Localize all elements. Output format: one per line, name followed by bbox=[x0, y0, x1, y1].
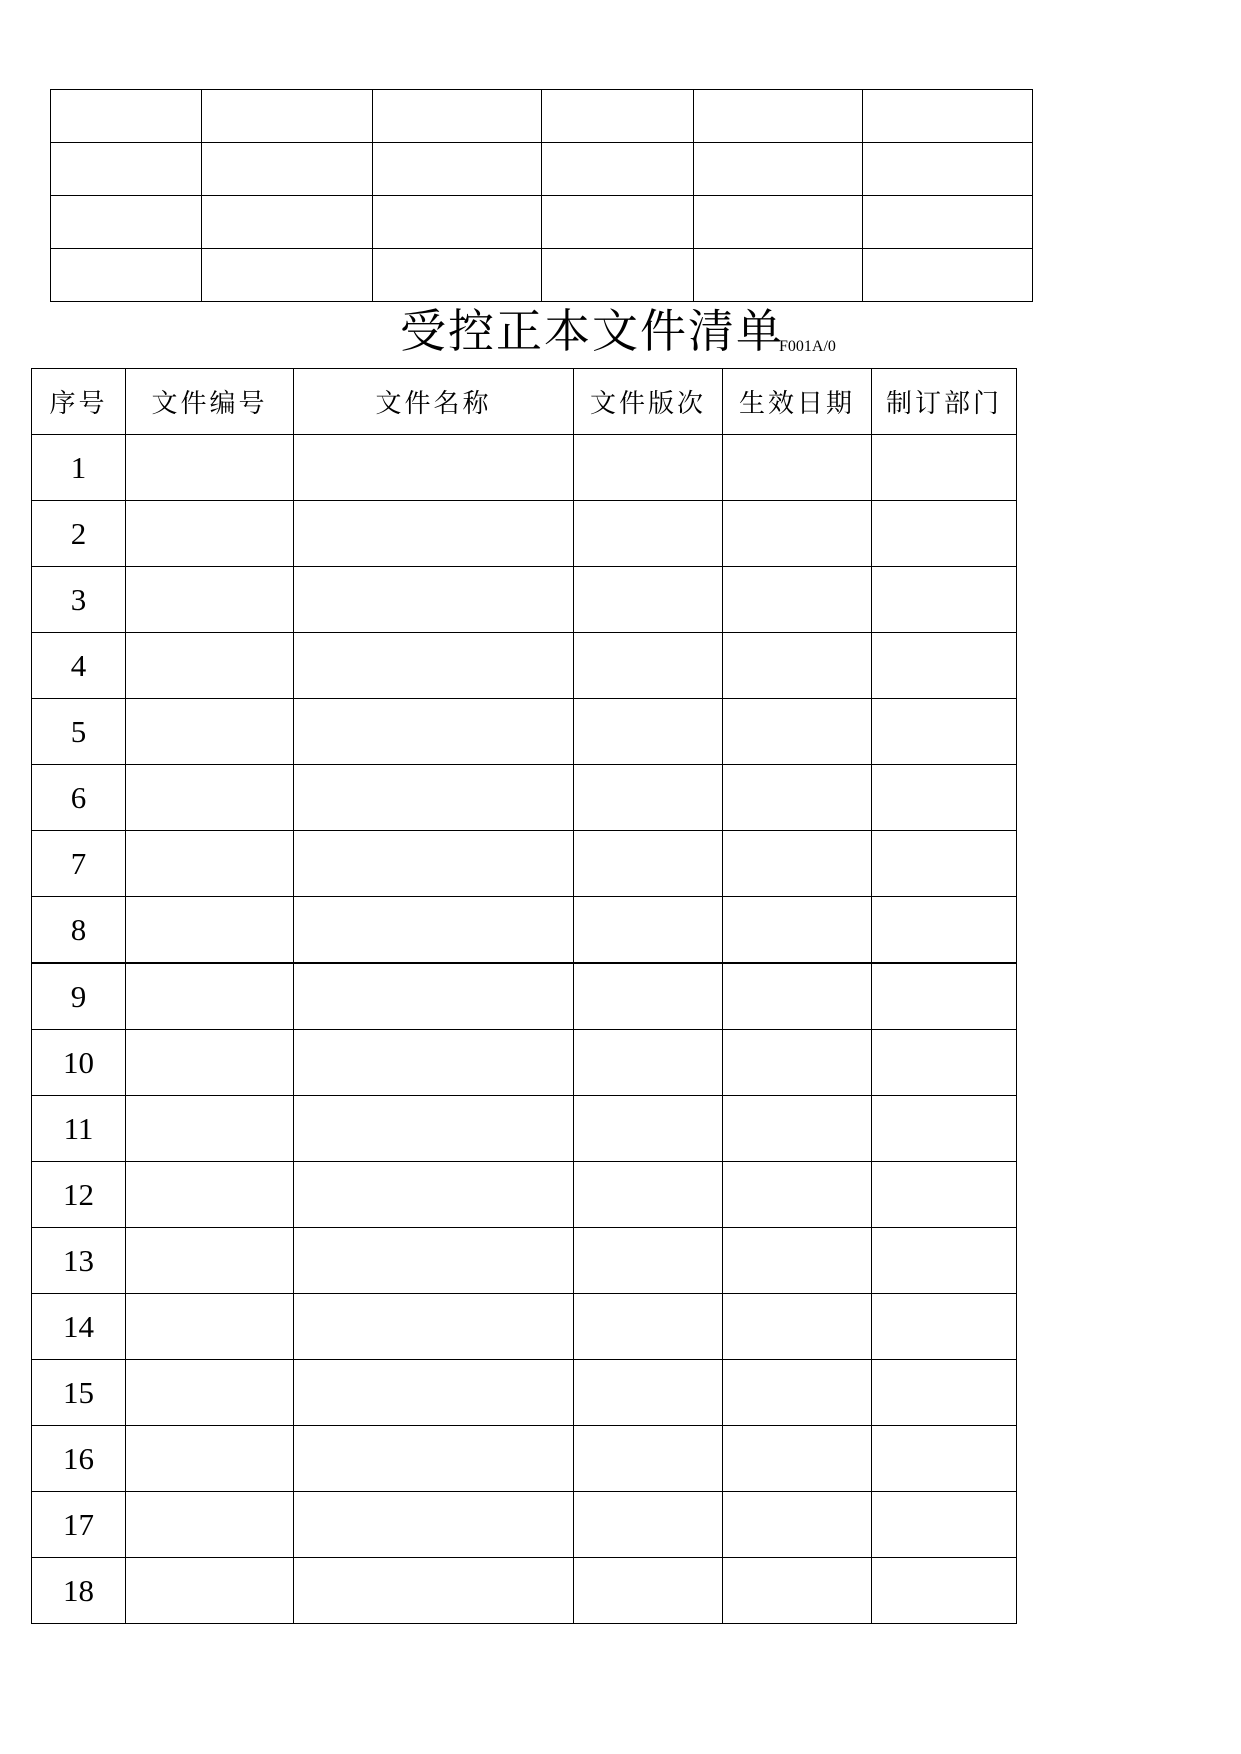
top-blank-table bbox=[50, 89, 1033, 302]
blank-cell bbox=[693, 249, 863, 302]
blank-cell bbox=[872, 1294, 1017, 1360]
blank-cell bbox=[294, 963, 574, 1030]
blank-cell bbox=[574, 435, 723, 501]
table-row bbox=[32, 1558, 1017, 1624]
blank-cell bbox=[574, 501, 723, 567]
blank-cell bbox=[723, 435, 872, 501]
blank-cell bbox=[294, 765, 574, 831]
blank-cell bbox=[542, 249, 693, 302]
table-row bbox=[32, 435, 1017, 501]
blank-cell bbox=[126, 831, 294, 897]
table-row bbox=[51, 143, 1033, 196]
row-number: 17 bbox=[32, 1492, 126, 1558]
row-number: 2 bbox=[32, 501, 126, 567]
blank-cell bbox=[294, 831, 574, 897]
blank-cell bbox=[126, 897, 294, 964]
blank-cell bbox=[294, 1162, 574, 1228]
blank-cell bbox=[574, 963, 723, 1030]
blank-cell bbox=[723, 765, 872, 831]
blank-cell bbox=[723, 501, 872, 567]
header-document-no: 文件编号 bbox=[126, 369, 294, 435]
blank-cell bbox=[723, 1360, 872, 1426]
blank-cell bbox=[126, 501, 294, 567]
blank-cell bbox=[202, 143, 373, 196]
blank-cell bbox=[51, 196, 202, 249]
blank-cell bbox=[872, 501, 1017, 567]
blank-cell bbox=[294, 1426, 574, 1492]
row-number: 14 bbox=[32, 1294, 126, 1360]
table-row bbox=[32, 501, 1017, 567]
blank-cell bbox=[723, 1294, 872, 1360]
blank-cell bbox=[723, 963, 872, 1030]
row-number: 6 bbox=[32, 765, 126, 831]
document-list-table bbox=[31, 368, 1017, 1624]
blank-cell bbox=[126, 633, 294, 699]
table-row bbox=[32, 699, 1017, 765]
blank-cell bbox=[126, 699, 294, 765]
blank-cell bbox=[723, 1228, 872, 1294]
row-number: 16 bbox=[32, 1426, 126, 1492]
row-number: 3 bbox=[32, 567, 126, 633]
table-row bbox=[32, 1096, 1017, 1162]
blank-cell bbox=[872, 1426, 1017, 1492]
blank-cell bbox=[294, 633, 574, 699]
blank-cell bbox=[574, 1492, 723, 1558]
table-row bbox=[32, 1492, 1017, 1558]
blank-cell bbox=[202, 249, 373, 302]
header-document-version: 文件版次 bbox=[574, 369, 723, 435]
blank-cell bbox=[51, 143, 202, 196]
table-row bbox=[32, 1030, 1017, 1096]
table-row bbox=[32, 567, 1017, 633]
blank-cell bbox=[372, 143, 542, 196]
blank-cell bbox=[872, 1558, 1017, 1624]
blank-cell bbox=[372, 196, 542, 249]
blank-cell bbox=[693, 196, 863, 249]
blank-cell bbox=[574, 831, 723, 897]
row-number: 5 bbox=[32, 699, 126, 765]
blank-cell bbox=[574, 897, 723, 964]
header-effective-date: 生效日期 bbox=[723, 369, 872, 435]
row-number: 10 bbox=[32, 1030, 126, 1096]
blank-cell bbox=[872, 831, 1017, 897]
row-number: 9 bbox=[32, 963, 126, 1030]
row-number: 4 bbox=[32, 633, 126, 699]
blank-cell bbox=[51, 90, 202, 143]
blank-cell bbox=[574, 1030, 723, 1096]
row-number: 15 bbox=[32, 1360, 126, 1426]
blank-cell bbox=[294, 1360, 574, 1426]
row-number: 11 bbox=[32, 1096, 126, 1162]
blank-cell bbox=[574, 1558, 723, 1624]
blank-cell bbox=[872, 1030, 1017, 1096]
blank-cell bbox=[51, 249, 202, 302]
blank-cell bbox=[372, 90, 542, 143]
blank-cell bbox=[574, 567, 723, 633]
blank-cell bbox=[872, 963, 1017, 1030]
blank-cell bbox=[872, 1360, 1017, 1426]
blank-cell bbox=[126, 435, 294, 501]
blank-cell bbox=[574, 1096, 723, 1162]
table-row bbox=[32, 765, 1017, 831]
blank-cell bbox=[574, 1162, 723, 1228]
blank-cell bbox=[126, 567, 294, 633]
blank-cell bbox=[574, 1360, 723, 1426]
table-header-row bbox=[32, 369, 1017, 435]
blank-cell bbox=[126, 1030, 294, 1096]
blank-cell bbox=[126, 1360, 294, 1426]
header-department: 制订部门 bbox=[872, 369, 1017, 435]
table-row bbox=[32, 831, 1017, 897]
blank-cell bbox=[126, 1492, 294, 1558]
blank-cell bbox=[863, 143, 1033, 196]
table-row bbox=[51, 196, 1033, 249]
blank-cell bbox=[294, 1096, 574, 1162]
table-row bbox=[51, 249, 1033, 302]
blank-cell bbox=[542, 90, 693, 143]
form-code: F001A/0 bbox=[779, 338, 836, 355]
blank-cell bbox=[294, 1294, 574, 1360]
blank-cell bbox=[723, 1162, 872, 1228]
blank-cell bbox=[872, 1228, 1017, 1294]
blank-cell bbox=[294, 1558, 574, 1624]
blank-cell bbox=[126, 1558, 294, 1624]
table-row bbox=[32, 633, 1017, 699]
blank-cell bbox=[574, 699, 723, 765]
blank-cell bbox=[294, 1492, 574, 1558]
blank-cell bbox=[872, 1096, 1017, 1162]
blank-cell bbox=[723, 831, 872, 897]
blank-cell bbox=[863, 249, 1033, 302]
blank-cell bbox=[126, 1228, 294, 1294]
table-row bbox=[32, 963, 1017, 1030]
blank-cell bbox=[723, 1558, 872, 1624]
blank-cell bbox=[723, 1426, 872, 1492]
table-row bbox=[32, 897, 1017, 964]
form-title: 受控正本文件清单 bbox=[400, 304, 784, 358]
row-number: 7 bbox=[32, 831, 126, 897]
blank-cell bbox=[723, 567, 872, 633]
blank-cell bbox=[872, 699, 1017, 765]
blank-cell bbox=[574, 1294, 723, 1360]
blank-cell bbox=[872, 765, 1017, 831]
blank-cell bbox=[723, 633, 872, 699]
blank-cell bbox=[294, 567, 574, 633]
table-row bbox=[51, 90, 1033, 143]
blank-cell bbox=[574, 633, 723, 699]
blank-cell bbox=[863, 196, 1033, 249]
blank-cell bbox=[574, 765, 723, 831]
table-row bbox=[32, 1162, 1017, 1228]
blank-cell bbox=[294, 501, 574, 567]
table-row bbox=[32, 1294, 1017, 1360]
blank-cell bbox=[126, 1294, 294, 1360]
row-number: 8 bbox=[32, 897, 126, 964]
header-document-name: 文件名称 bbox=[294, 369, 574, 435]
blank-cell bbox=[372, 249, 542, 302]
blank-cell bbox=[294, 1228, 574, 1294]
blank-cell bbox=[294, 1030, 574, 1096]
blank-cell bbox=[126, 963, 294, 1030]
table-row bbox=[32, 1360, 1017, 1426]
blank-cell bbox=[872, 897, 1017, 964]
blank-cell bbox=[872, 1492, 1017, 1558]
blank-cell bbox=[126, 1426, 294, 1492]
blank-cell bbox=[723, 699, 872, 765]
blank-cell bbox=[723, 1492, 872, 1558]
blank-cell bbox=[294, 897, 574, 964]
blank-cell bbox=[202, 196, 373, 249]
header-serial-no: 序号 bbox=[32, 369, 126, 435]
row-number: 1 bbox=[32, 435, 126, 501]
blank-cell bbox=[693, 143, 863, 196]
form-header bbox=[0, 300, 1241, 370]
blank-cell bbox=[202, 90, 373, 143]
blank-cell bbox=[723, 1030, 872, 1096]
table-row bbox=[32, 1426, 1017, 1492]
blank-cell bbox=[126, 765, 294, 831]
table-row bbox=[32, 1228, 1017, 1294]
blank-cell bbox=[542, 143, 693, 196]
blank-cell bbox=[723, 897, 872, 964]
blank-cell bbox=[872, 567, 1017, 633]
blank-cell bbox=[574, 1228, 723, 1294]
blank-cell bbox=[294, 435, 574, 501]
blank-cell bbox=[542, 196, 693, 249]
blank-cell bbox=[863, 90, 1033, 143]
blank-cell bbox=[126, 1162, 294, 1228]
row-number: 12 bbox=[32, 1162, 126, 1228]
blank-cell bbox=[723, 1096, 872, 1162]
blank-cell bbox=[872, 435, 1017, 501]
row-number: 13 bbox=[32, 1228, 126, 1294]
blank-cell bbox=[872, 633, 1017, 699]
blank-cell bbox=[693, 90, 863, 143]
blank-cell bbox=[574, 1426, 723, 1492]
row-number: 18 bbox=[32, 1558, 126, 1624]
blank-cell bbox=[872, 1162, 1017, 1228]
blank-cell bbox=[294, 699, 574, 765]
blank-cell bbox=[126, 1096, 294, 1162]
